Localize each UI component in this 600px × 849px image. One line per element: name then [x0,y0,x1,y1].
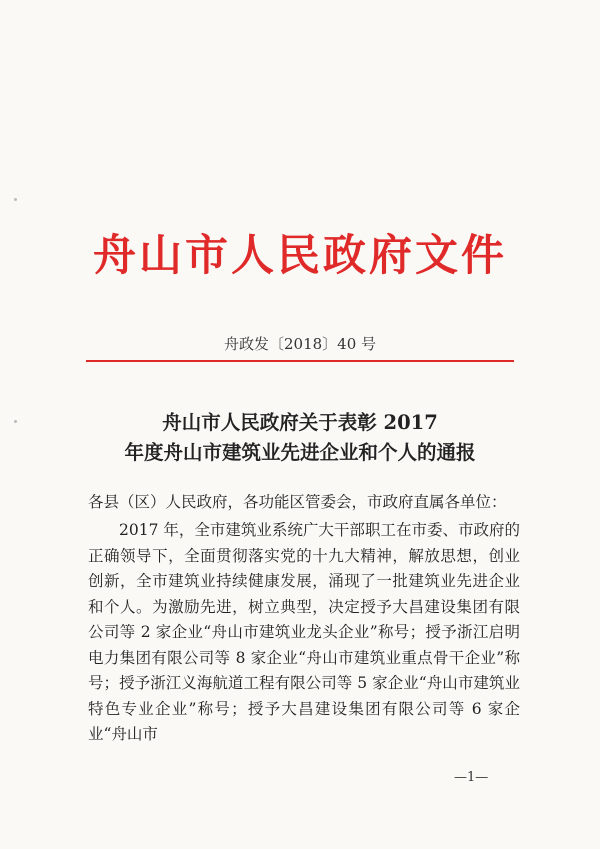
subject-line: 舟山市人民政府关于表彰 2017 [162,411,438,434]
subject-line: 年度舟山市建筑业先进企业和个人的通报 [124,441,476,464]
body-paragraph: 2017 年，全市建筑业系统广大干部职工在市委、市政府的正确领导下，全面贯彻落实党的十九大精神，解放思想，创业创新，全市建筑业持续健康发展，涌现了一批建筑业先进企业和个人。为激励先进，树立典型，决定授予大昌建设集团有限公司等 2 家企业“舟山市建筑业龙头企业”称号；授予浙江启明电力集团有限公司等 8 家企业“舟山市建筑业重点骨干企业”称号；授予浙江义海航道工程有限公司等 5 家企业“舟山市建筑业特色专业企业”称号；授予大昌建设集团有限公司等 6 家企业“舟山市 [88,521,520,743]
binding-hole-mark [14,198,17,201]
red-divider-line [86,360,514,362]
document-subject [0,408,600,468]
document-number: 舟政发〔2018〕40 号 [223,335,377,353]
document-header-title: 舟山市人民政府文件 [93,231,507,281]
addressee-line: 各县（区）人民政府，各功能区管委会，市政府直属各单位： [88,493,507,511]
page-number: —1— [454,770,489,785]
